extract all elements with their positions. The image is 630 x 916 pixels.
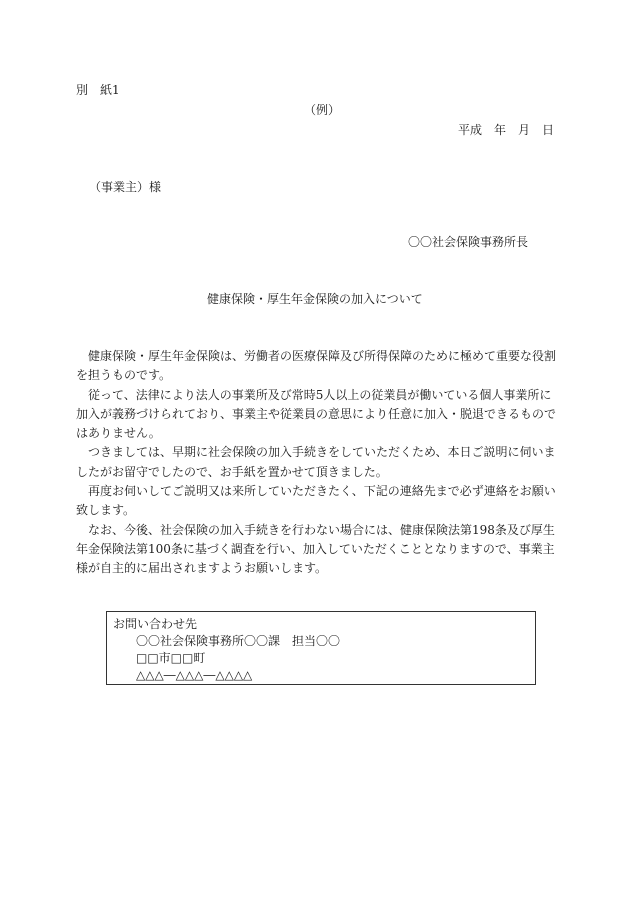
subject-title: 健康保険・厚生年金保険の加入について [207,292,423,306]
contact-details [136,633,340,684]
paragraph: 再度お伺いしてご説明又は来所していただきたく、下記の連絡先まで必ず連絡をお願い致します。 [76,484,556,518]
attachment-label: 別 紙1 [76,83,120,97]
sender: 〇〇社会保険事務所長 [408,235,529,249]
contact-office: 〇〇社会保険事務所〇〇課 担当〇〇 [136,634,341,648]
paragraph: 健康保険・厚生年金保険は、労働者の医療保障及び所得保障のために極めて重要な役割を担うものです。 [76,349,557,383]
addressee: （事業主）様 [89,180,162,194]
contact-box [106,611,536,685]
contact-title: お問い合わせ先 [113,617,198,631]
letter-body [76,347,556,579]
paragraph: つきましては、早期に社会保険の加入手続きをしていただくため、本日ご説明に伺いましたがお留守でしたので、お手紙を置かせて頂きました。 [76,445,556,479]
example-label: （例） [304,103,341,117]
paragraph: 従って、法律により法人の事業所及び常時5人以上の従業員が働いている個人事業所に加入が義務づけられており、事業主や従業員の意思により任意に加入・脱退できるものではありません。 [76,387,557,441]
contact-address: □□市□□町 [136,651,206,665]
contact-phone: △△△―△△△―△△△△ [136,668,253,682]
date-line: 平成 年 月 日 [458,123,555,137]
paragraph: なお、今後、社会保険の加入手続きを行わない場合には、健康保険法第198条及び厚生年金保険法第100条に基づく調査を行い、加入していただくこととなりますので、事業主様が自主的に届出されますようお願いします。 [76,522,555,576]
